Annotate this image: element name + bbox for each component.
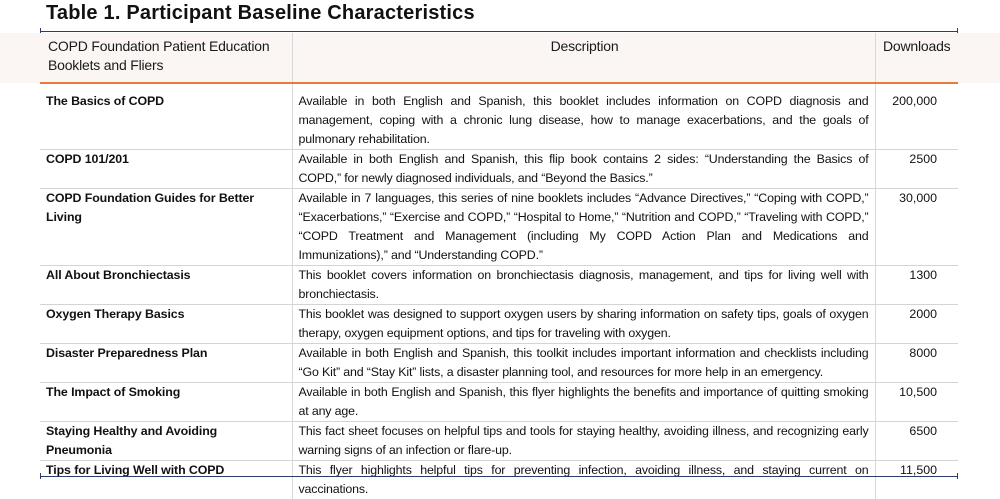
booklet-downloads: 2000 [875, 305, 958, 344]
booklet-name: COPD 101/201 [40, 150, 292, 189]
table-row [40, 344, 958, 383]
booklet-description: This flyer highlights helpful tips for preventing infection, avoiding illness, and staying current on vaccinations. [292, 461, 875, 499]
table-row [40, 422, 958, 461]
booklet-downloads: 6500 [875, 422, 958, 461]
table-row [40, 87, 958, 150]
booklet-name: Disaster Preparedness Plan [40, 344, 292, 383]
table-row [40, 266, 958, 305]
table-row [40, 150, 958, 189]
table-row [40, 305, 958, 344]
header-downloads: Downloads [875, 33, 958, 87]
booklet-description: Available in both English and Spanish, this flyer highlights the benefits and importance of quitting smoking at any age. [292, 383, 875, 422]
booklet-downloads: 2500 [875, 150, 958, 189]
booklet-name: The Basics of COPD [40, 87, 292, 150]
booklet-description: This fact sheet focuses on helpful tips and tools for staying healthy, avoiding illness, and recognizing early warning signs of an infection or flare-up. [292, 422, 875, 461]
booklet-name: Tips for Living Well with COPD [40, 461, 292, 499]
characteristics-table [40, 33, 958, 499]
header-row [40, 33, 958, 87]
booklet-description: This booklet covers information on bronchiectasis diagnosis, management, and tips for living well with bronchiectasis. [292, 266, 875, 305]
header-description: Description [292, 33, 875, 87]
header-underline [40, 82, 958, 84]
booklet-downloads: 1300 [875, 266, 958, 305]
booklet-description: Available in both English and Spanish, this flip book contains 2 sides: “Understanding the Basics of COPD,” for newly diagnosed individuals, and “Beyond the Basics.” [292, 150, 875, 189]
booklet-description: Available in both English and Spanish, this booklet includes information on COPD diagnosis and management, coping with a chronic lung disease, how to manage exacerbations, and the goals of pulmonary rehabilitation. [292, 87, 875, 150]
table-body [40, 87, 958, 499]
table-row [40, 189, 958, 266]
bottom-rule [40, 476, 958, 477]
table-header [40, 33, 958, 87]
booklet-downloads: 200,000 [875, 87, 958, 150]
table-row [40, 383, 958, 422]
booklet-name: COPD Foundation Guides for Better Living [40, 189, 292, 266]
booklet-name: All About Bronchiectasis [40, 266, 292, 305]
booklet-downloads: 30,000 [875, 189, 958, 266]
top-rule [40, 31, 958, 32]
table-title: Table 1. Participant Baseline Characteristics [46, 1, 475, 25]
table-row [40, 461, 958, 499]
booklet-name: Oxygen Therapy Basics [40, 305, 292, 344]
booklet-description: Available in both English and Spanish, this toolkit includes important information and checklists including “Go Kit” and “Stay Kit” lists, a disaster planning tool, and resources for more help in an emergency. [292, 344, 875, 383]
booklet-name: The Impact of Smoking [40, 383, 292, 422]
booklet-downloads: 10,500 [875, 383, 958, 422]
booklet-name: Staying Healthy and Avoiding Pneumonia [40, 422, 292, 461]
booklet-description: This booklet was designed to support oxygen users by sharing information on safety tips, goals of oxygen therapy, oxygen equipment options, and tips for traveling with oxygen. [292, 305, 875, 344]
header-booklets: COPD Foundation Patient Education Booklets and Fliers [40, 33, 292, 87]
booklet-downloads: 8000 [875, 344, 958, 383]
booklet-description: Available in 7 languages, this series of nine booklets includes “Advance Directives,” “Coping with COPD,” “Exacerbations,” “Exercise and COPD,” “Hospital to Home,” “Nutrition and COPD,” “Traveling with COPD,” “COPD Treatment and Management (including My COPD Action Plan and Medications and Immunizations),” and “Understanding COPD.” [292, 189, 875, 266]
booklet-downloads: 11,500 [875, 461, 958, 499]
